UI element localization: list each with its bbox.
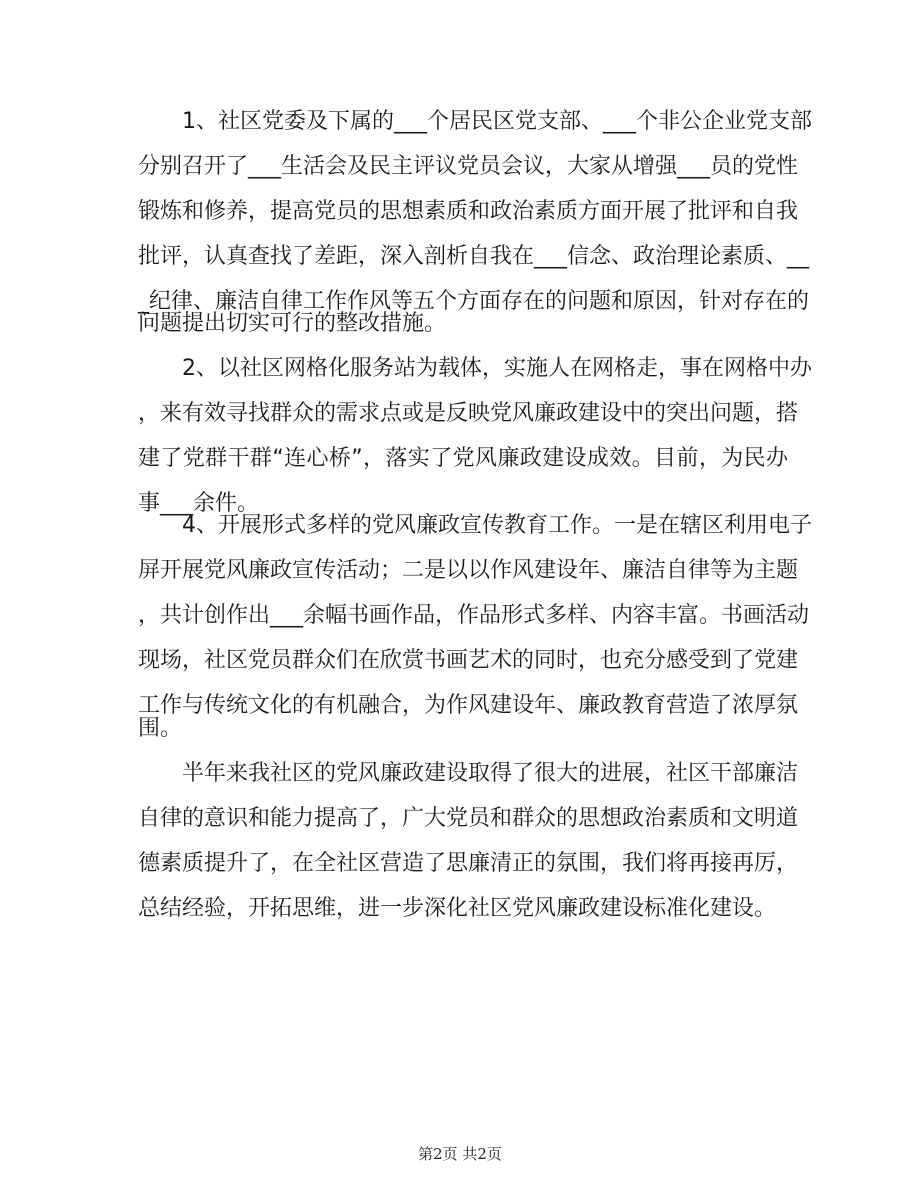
page-number: 第2页 共2页 [418, 1145, 502, 1163]
text-line: 4、开展形式多样的党风廉政宣传教育工作。一是在辖区利用电子 [138, 513, 812, 538]
text-line: 围。 [138, 716, 183, 741]
text-line: 1、社区党委及下属的___个居民区党支部、___个非公企业党支部 [138, 109, 812, 134]
text-line: 问题提出切实可行的整改措施。 [138, 311, 447, 336]
text-line: 屏开展党风廉政宣传活动；二是以以作风建设年、廉洁自律等为主题 [138, 558, 799, 583]
text-line: ，来有效寻找群众的需求点或是反映党风廉政建设中的突出问题，搭 [138, 401, 799, 426]
text-line: 事___余件。 [138, 491, 260, 516]
text-line: 锻炼和修养，提高党员的思想素质和政治素质方面开展了批评和自我 [138, 199, 799, 224]
text-line: 建了党群干群“连心桥”，落实了党风廉政建设成效。目前，为民办 [138, 446, 788, 471]
text-line: 总结经验，开拓思维，进一步深化社区党风廉政建设标准化建设。 [138, 896, 777, 921]
text-line: 自律的意识和能力提高了，广大党员和群众的思想政治素质和文明道 [138, 806, 799, 831]
text-line: _纪律、廉洁自律工作作风等五个方面存在的问题和原因，针对存在的 [138, 289, 810, 314]
text-line: 批评，认真查找了差距，深入剖析自我在___信念、政治理论素质、__ [138, 244, 810, 269]
text-line: 工作与传统文化的有机融合，为作风建设年、廉政教育营造了浓厚氛 [138, 693, 799, 718]
text-line: 分别召开了___生活会及民主评议党员会议，大家从增强___员的党性 [138, 154, 799, 179]
text-line: ，共计创作出___余幅书画作品，作品形式多样、内容丰富。书画活动 [138, 603, 810, 628]
text-line: 德素质提升了，在全社区营造了思廉清正的氛围，我们将再接再厉， [138, 851, 799, 876]
text-line: 半年来我社区的党风廉政建设取得了很大的进展，社区干部廉洁 [138, 761, 799, 786]
text-line: 现场，社区党员群众们在欣赏书画艺术的同时，也充分感受到了党建 [138, 648, 799, 673]
text-line: 2、以社区网格化服务站为载体，实施人在网格走，事在网格中办 [138, 356, 812, 381]
